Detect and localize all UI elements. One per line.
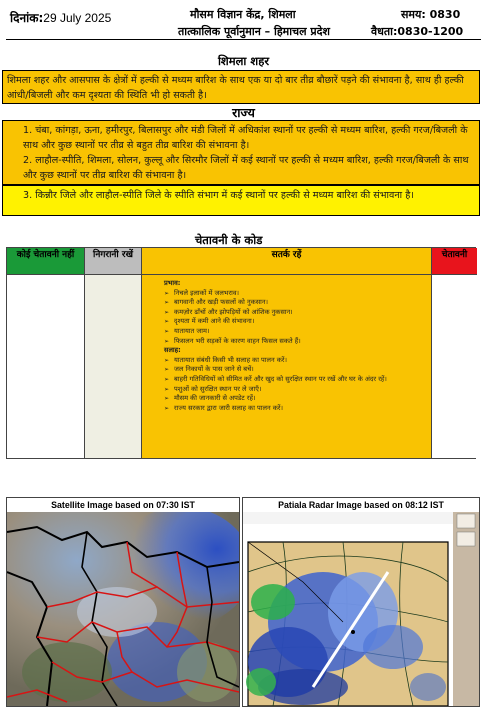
watch-column [85, 248, 142, 458]
alert-header: सतर्क रहें [142, 248, 431, 275]
impact-item: ➢ निचले इलाकों में जलभराव। [164, 289, 425, 299]
impact-item: ➢ दृश्यता में कमी आने की संभावना। [164, 317, 425, 327]
advice-heading: सलाह: [164, 346, 181, 355]
office-name: मौसम विज्ञान केंद्र, शिमला [190, 8, 296, 21]
no-warning-header: कोई चेतावनी नहीं [7, 248, 84, 275]
advice-item: ➢ राज्य सरकार द्वारा जारी सलाह का पालन करें। [164, 404, 425, 414]
state-item-1: 1. चंबा, कांगड़ा, ऊना, हमीरपुर, बिलासपुर और मंडी जिलों में अधिकांश स्थानों पर हल्की से मध्यम बारिश, हल्की गरज/बिजली के साथ और कुछ स्थानों पर तीव्र से बहुत तीव्र बारिश की संभावना है। [23, 125, 468, 151]
shimla-forecast: शिमला शहर और आसपास के क्षेत्रों में हल्की से मध्यम बारिश के साथ एक या दो बार तीव्र बौछारें पड़ने की संभावना है, साथ ही हल्की आंधी/बिजली और कम दृश्यता की स्थिति भी हो सकती है। [2, 70, 480, 104]
watch-header: निगरानी रखें [85, 248, 141, 275]
satellite-image [7, 512, 239, 706]
warning-codes-table [6, 247, 476, 459]
advice-item: ➢ जल निकायों के पास जाने से बचें। [164, 365, 425, 375]
date-row [10, 9, 111, 26]
radar-image [243, 512, 479, 706]
warning-codes-title: चेतावनी के कोड [195, 233, 263, 247]
radar-panel [242, 497, 480, 707]
bulletin-header [0, 0, 487, 46]
no-warning-cell [7, 275, 84, 458]
watch-cell [85, 275, 141, 458]
impact-item: ➢ फिसलन भरी सड़कों के कारण वाहन फिसल सकते हैं। [164, 337, 425, 347]
state-section-title: राज्य [232, 105, 255, 120]
impacts-heading: प्रभाव: [164, 279, 181, 287]
validity: वैधता:0830-1200 [371, 25, 464, 38]
advice-item: ➢ पशुओं को सुरक्षित स्थान पर ले जाएँ। [164, 385, 425, 395]
header-rule [6, 39, 481, 40]
alert-details [142, 275, 431, 413]
shimla-section-title: शिमला शहर [217, 54, 270, 68]
advice-item: ➢ मौसम की जानकारी से अपडेट रहें। [164, 394, 425, 404]
warning-header: चेतावनी [432, 248, 477, 275]
warning-column [432, 248, 477, 458]
impact-item: ➢ यातायात जाम। [164, 327, 425, 337]
impact-item: ➢ कमज़ोर ढाँचों और झोपड़ियों को आंशिक नुकसान। [164, 308, 425, 318]
date-value: 29 July 2025 [43, 11, 112, 25]
radar-caption: Patiala Radar Image based on 08:12 IST [278, 500, 444, 510]
issue-time: समय: 0830 [401, 8, 461, 21]
state-forecast-orange [2, 120, 480, 185]
advice-item: ➢ यातायात संबंधी किसी भी सलाह का पालन करें। [164, 356, 425, 366]
advice-item: ➢ बाहरी गतिविधियों को सीमित करें और खुद को सुरक्षित स्थान पर रखें और घर के अंदर रहें। [164, 375, 425, 385]
state-item-2: 2. लाहौल-स्पीति, शिमला, सोलन, कुल्लू और सिरमौर जिलों में कई स्थानों पर हल्की से मध्यम बारिश, हल्की गरज/बिजली के साथ और कुछ स्थानों पर तीव्र बारिश की संभावना है। [23, 155, 469, 181]
satellite-panel [6, 497, 240, 707]
state-forecast-yellow [2, 185, 480, 216]
warning-cell [432, 275, 477, 458]
date-label: दिनांक: [10, 11, 44, 25]
state-item-3: 3. किन्नौर जिले और लाहौल-स्पीति जिले के स्पीति संभाग में कई स्थानों पर हल्की से मध्यम बारिश की संभावना है। [23, 190, 414, 201]
alert-cell [142, 275, 431, 458]
alert-column [142, 248, 432, 458]
satellite-caption: Satellite Image based on 07:30 IST [51, 500, 195, 510]
no-warning-column [7, 248, 85, 458]
impact-item: ➢ बागवानी और खड़ी फसलों को नुकसान। [164, 298, 425, 308]
bulletin-subtitle: तात्कालिक पूर्वानुमान – हिमाचल प्रदेश [178, 25, 330, 38]
